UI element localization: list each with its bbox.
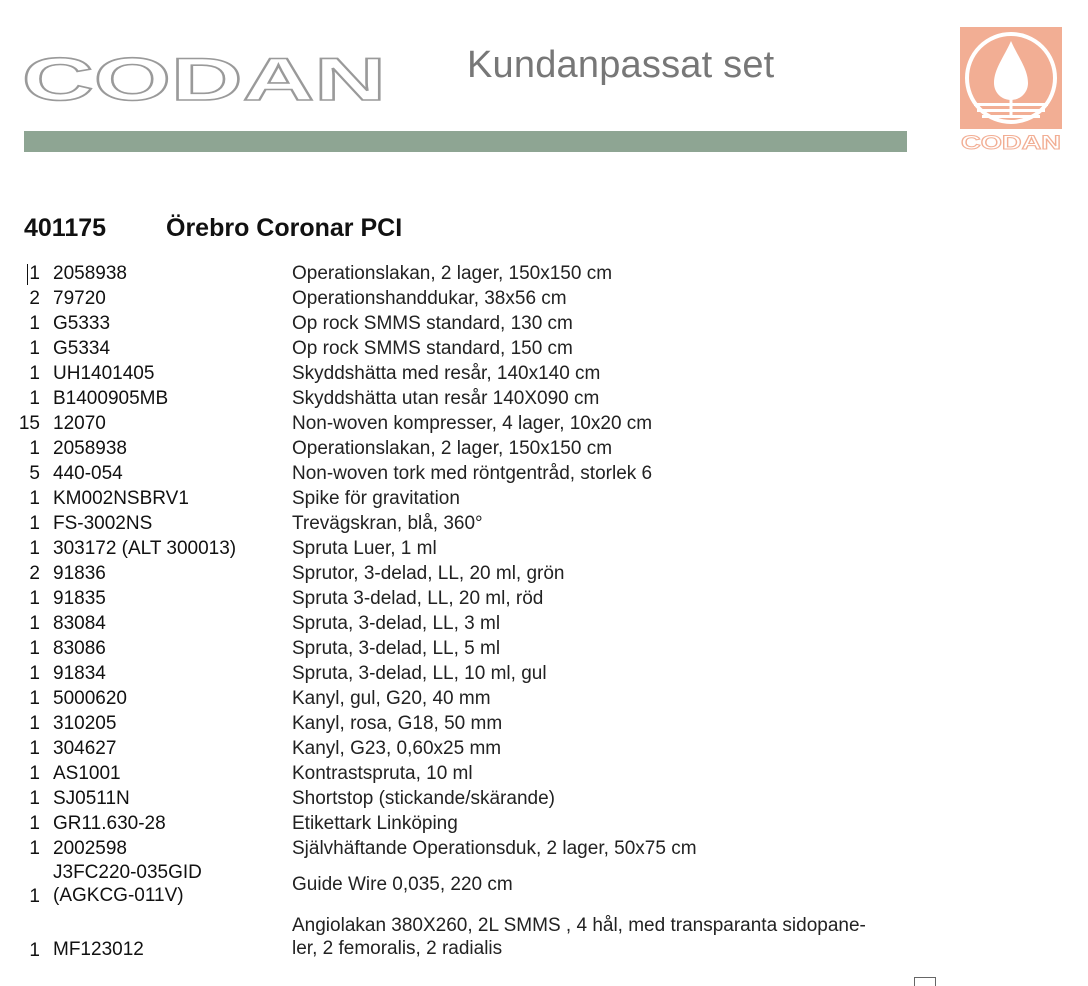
item-description-line: Angiolakan 380X260, 2L SMMS , 4 hål, med transparanta sidopane- bbox=[292, 915, 866, 936]
item-description: Trevägskran, blå, 360° bbox=[292, 513, 483, 534]
item-quantity: 5 bbox=[29, 463, 40, 484]
item-article-number: 91836 bbox=[53, 563, 106, 584]
item-article-number: 2002598 bbox=[53, 838, 127, 859]
list-item bbox=[0, 916, 1088, 966]
list-item bbox=[0, 287, 1088, 312]
item-quantity: 1 bbox=[29, 363, 40, 384]
item-description: Shortstop (stickande/skärande) bbox=[292, 788, 555, 809]
item-quantity: 1 bbox=[29, 738, 40, 759]
item-quantity: 1 bbox=[29, 538, 40, 559]
item-article-number: FS-3002NS bbox=[53, 513, 153, 534]
item-description: Kanyl, gul, G20, 40 mm bbox=[292, 688, 491, 709]
item-description: Etikettark Linköping bbox=[292, 813, 458, 834]
item-description: Skyddshätta med resår, 140x140 cm bbox=[292, 363, 601, 384]
item-description: Operationshanddukar, 38x56 cm bbox=[292, 288, 567, 309]
item-quantity: 1 bbox=[29, 513, 40, 534]
item-article-number: 303172 (ALT 300013) bbox=[53, 538, 237, 559]
item-quantity: 1 bbox=[29, 763, 40, 784]
item-quantity: 1 bbox=[29, 388, 40, 409]
item-article-line: (AGKCG-011V) bbox=[53, 885, 184, 906]
item-list bbox=[0, 262, 1088, 966]
item-quantity: 1 bbox=[29, 488, 40, 509]
set-heading bbox=[24, 214, 402, 243]
item-description bbox=[292, 914, 912, 960]
list-item bbox=[0, 487, 1088, 512]
item-article-line: J3FC220-035GID bbox=[53, 862, 202, 883]
item-article-number bbox=[53, 861, 202, 907]
list-item bbox=[0, 537, 1088, 562]
list-item bbox=[0, 812, 1088, 837]
item-description: Kontrastspruta, 10 ml bbox=[292, 763, 473, 784]
item-description: Spruta, 3-delad, LL, 5 ml bbox=[292, 638, 501, 659]
item-quantity: 1 bbox=[29, 438, 40, 459]
item-quantity: 1 bbox=[29, 788, 40, 809]
item-quantity: 1 bbox=[29, 638, 40, 659]
item-description: Självhäftande Operationsduk, 2 lager, 50x75 cm bbox=[292, 838, 697, 859]
item-article-number: 12070 bbox=[53, 413, 106, 434]
item-description-line: ler, 2 femoralis, 2 radialis bbox=[292, 938, 503, 959]
item-article-number: 440-054 bbox=[53, 463, 123, 484]
set-name: Örebro Coronar PCI bbox=[166, 214, 403, 242]
list-item bbox=[0, 562, 1088, 587]
list-item bbox=[0, 587, 1088, 612]
item-description: Spruta 3-delad, LL, 20 ml, röd bbox=[292, 588, 544, 609]
item-quantity: 1 bbox=[29, 588, 40, 609]
item-article-number: AS1001 bbox=[53, 763, 121, 784]
list-item bbox=[0, 737, 1088, 762]
item-quantity: 1 bbox=[29, 313, 40, 334]
list-item bbox=[0, 437, 1088, 462]
item-article-number: 2058938 bbox=[53, 263, 127, 284]
item-article-number: 5000620 bbox=[53, 688, 127, 709]
item-description: Spike för gravitation bbox=[292, 488, 460, 509]
item-article-number: SJ0511N bbox=[53, 788, 130, 809]
item-article-number: KM002NSBRV1 bbox=[53, 488, 189, 509]
item-description: Spruta, 3-delad, LL, 10 ml, gul bbox=[292, 663, 547, 684]
item-article-number: G5333 bbox=[53, 313, 111, 334]
page-title: Kundanpassat set bbox=[467, 44, 775, 86]
item-article-number: 2058938 bbox=[53, 438, 127, 459]
item-description: Sprutor, 3-delad, LL, 20 ml, grön bbox=[292, 563, 565, 584]
item-description: Operationslakan, 2 lager, 150x150 cm bbox=[292, 438, 613, 459]
item-description: Op rock SMMS standard, 150 cm bbox=[292, 338, 573, 359]
svg-text:CODAN: CODAN bbox=[961, 133, 1061, 153]
item-article-number: G5334 bbox=[53, 338, 111, 359]
item-quantity: 1 bbox=[29, 338, 40, 359]
item-quantity: 1 bbox=[29, 663, 40, 684]
item-description: Guide Wire 0,035, 220 cm bbox=[292, 874, 513, 895]
item-article-number: 304627 bbox=[53, 738, 117, 759]
list-item bbox=[0, 862, 1088, 912]
item-quantity: 1 bbox=[29, 813, 40, 834]
list-item bbox=[0, 512, 1088, 537]
header-divider-bar bbox=[24, 131, 907, 152]
codan-badge-logo bbox=[960, 27, 1062, 153]
list-item bbox=[0, 312, 1088, 337]
list-item bbox=[0, 387, 1088, 412]
item-quantity: 1 bbox=[29, 713, 40, 734]
item-quantity: 2 bbox=[29, 563, 40, 584]
item-article-number: 91834 bbox=[53, 663, 106, 684]
item-description: Spruta Luer, 1 ml bbox=[292, 538, 437, 559]
item-quantity: 1 bbox=[29, 688, 40, 709]
list-item bbox=[0, 362, 1088, 387]
item-description: Skyddshätta utan resår 140X090 cm bbox=[292, 388, 600, 409]
item-description: Kanyl, G23, 0,60x25 mm bbox=[292, 738, 502, 759]
item-article-number: 310205 bbox=[53, 713, 117, 734]
list-item bbox=[0, 662, 1088, 687]
item-article-number: 83086 bbox=[53, 638, 106, 659]
item-article-number: MF123012 bbox=[53, 939, 144, 960]
list-item bbox=[0, 787, 1088, 812]
list-item bbox=[0, 712, 1088, 737]
item-quantity: 15 bbox=[18, 413, 40, 434]
item-quantity: 1 bbox=[29, 838, 40, 859]
item-article-number: 91835 bbox=[53, 588, 106, 609]
item-description: Spruta, 3-delad, LL, 3 ml bbox=[292, 613, 501, 634]
item-quantity: 1 bbox=[29, 613, 40, 634]
item-quantity: 1 bbox=[29, 263, 40, 284]
item-description: Op rock SMMS standard, 130 cm bbox=[292, 313, 573, 334]
item-description: Non-woven tork med röntgentråd, storlek 6 bbox=[292, 463, 653, 484]
item-description: Non-woven kompresser, 4 lager, 10x20 cm bbox=[292, 413, 653, 434]
svg-text:CODAN: CODAN bbox=[22, 50, 386, 106]
list-item bbox=[0, 762, 1088, 787]
item-article-number: 79720 bbox=[53, 288, 106, 309]
list-item bbox=[0, 462, 1088, 487]
item-article-number: GR11.630-28 bbox=[53, 813, 166, 834]
list-item bbox=[0, 687, 1088, 712]
list-item bbox=[0, 837, 1088, 862]
list-item bbox=[0, 637, 1088, 662]
item-article-number: UH1401405 bbox=[53, 363, 155, 384]
item-article-number: 83084 bbox=[53, 613, 106, 634]
item-description: Operationslakan, 2 lager, 150x150 cm bbox=[292, 263, 613, 284]
list-item bbox=[0, 612, 1088, 637]
item-quantity: 2 bbox=[29, 288, 40, 309]
list-item bbox=[0, 337, 1088, 362]
list-item bbox=[0, 262, 1088, 287]
item-article-number: B1400905MB bbox=[53, 388, 169, 409]
item-description: Kanyl, rosa, G18, 50 mm bbox=[292, 713, 503, 734]
item-quantity: 1 bbox=[29, 886, 40, 907]
set-number: 401175 bbox=[24, 214, 107, 242]
codan-logo bbox=[22, 50, 388, 106]
item-quantity: 1 bbox=[29, 940, 40, 961]
list-item bbox=[0, 412, 1088, 437]
